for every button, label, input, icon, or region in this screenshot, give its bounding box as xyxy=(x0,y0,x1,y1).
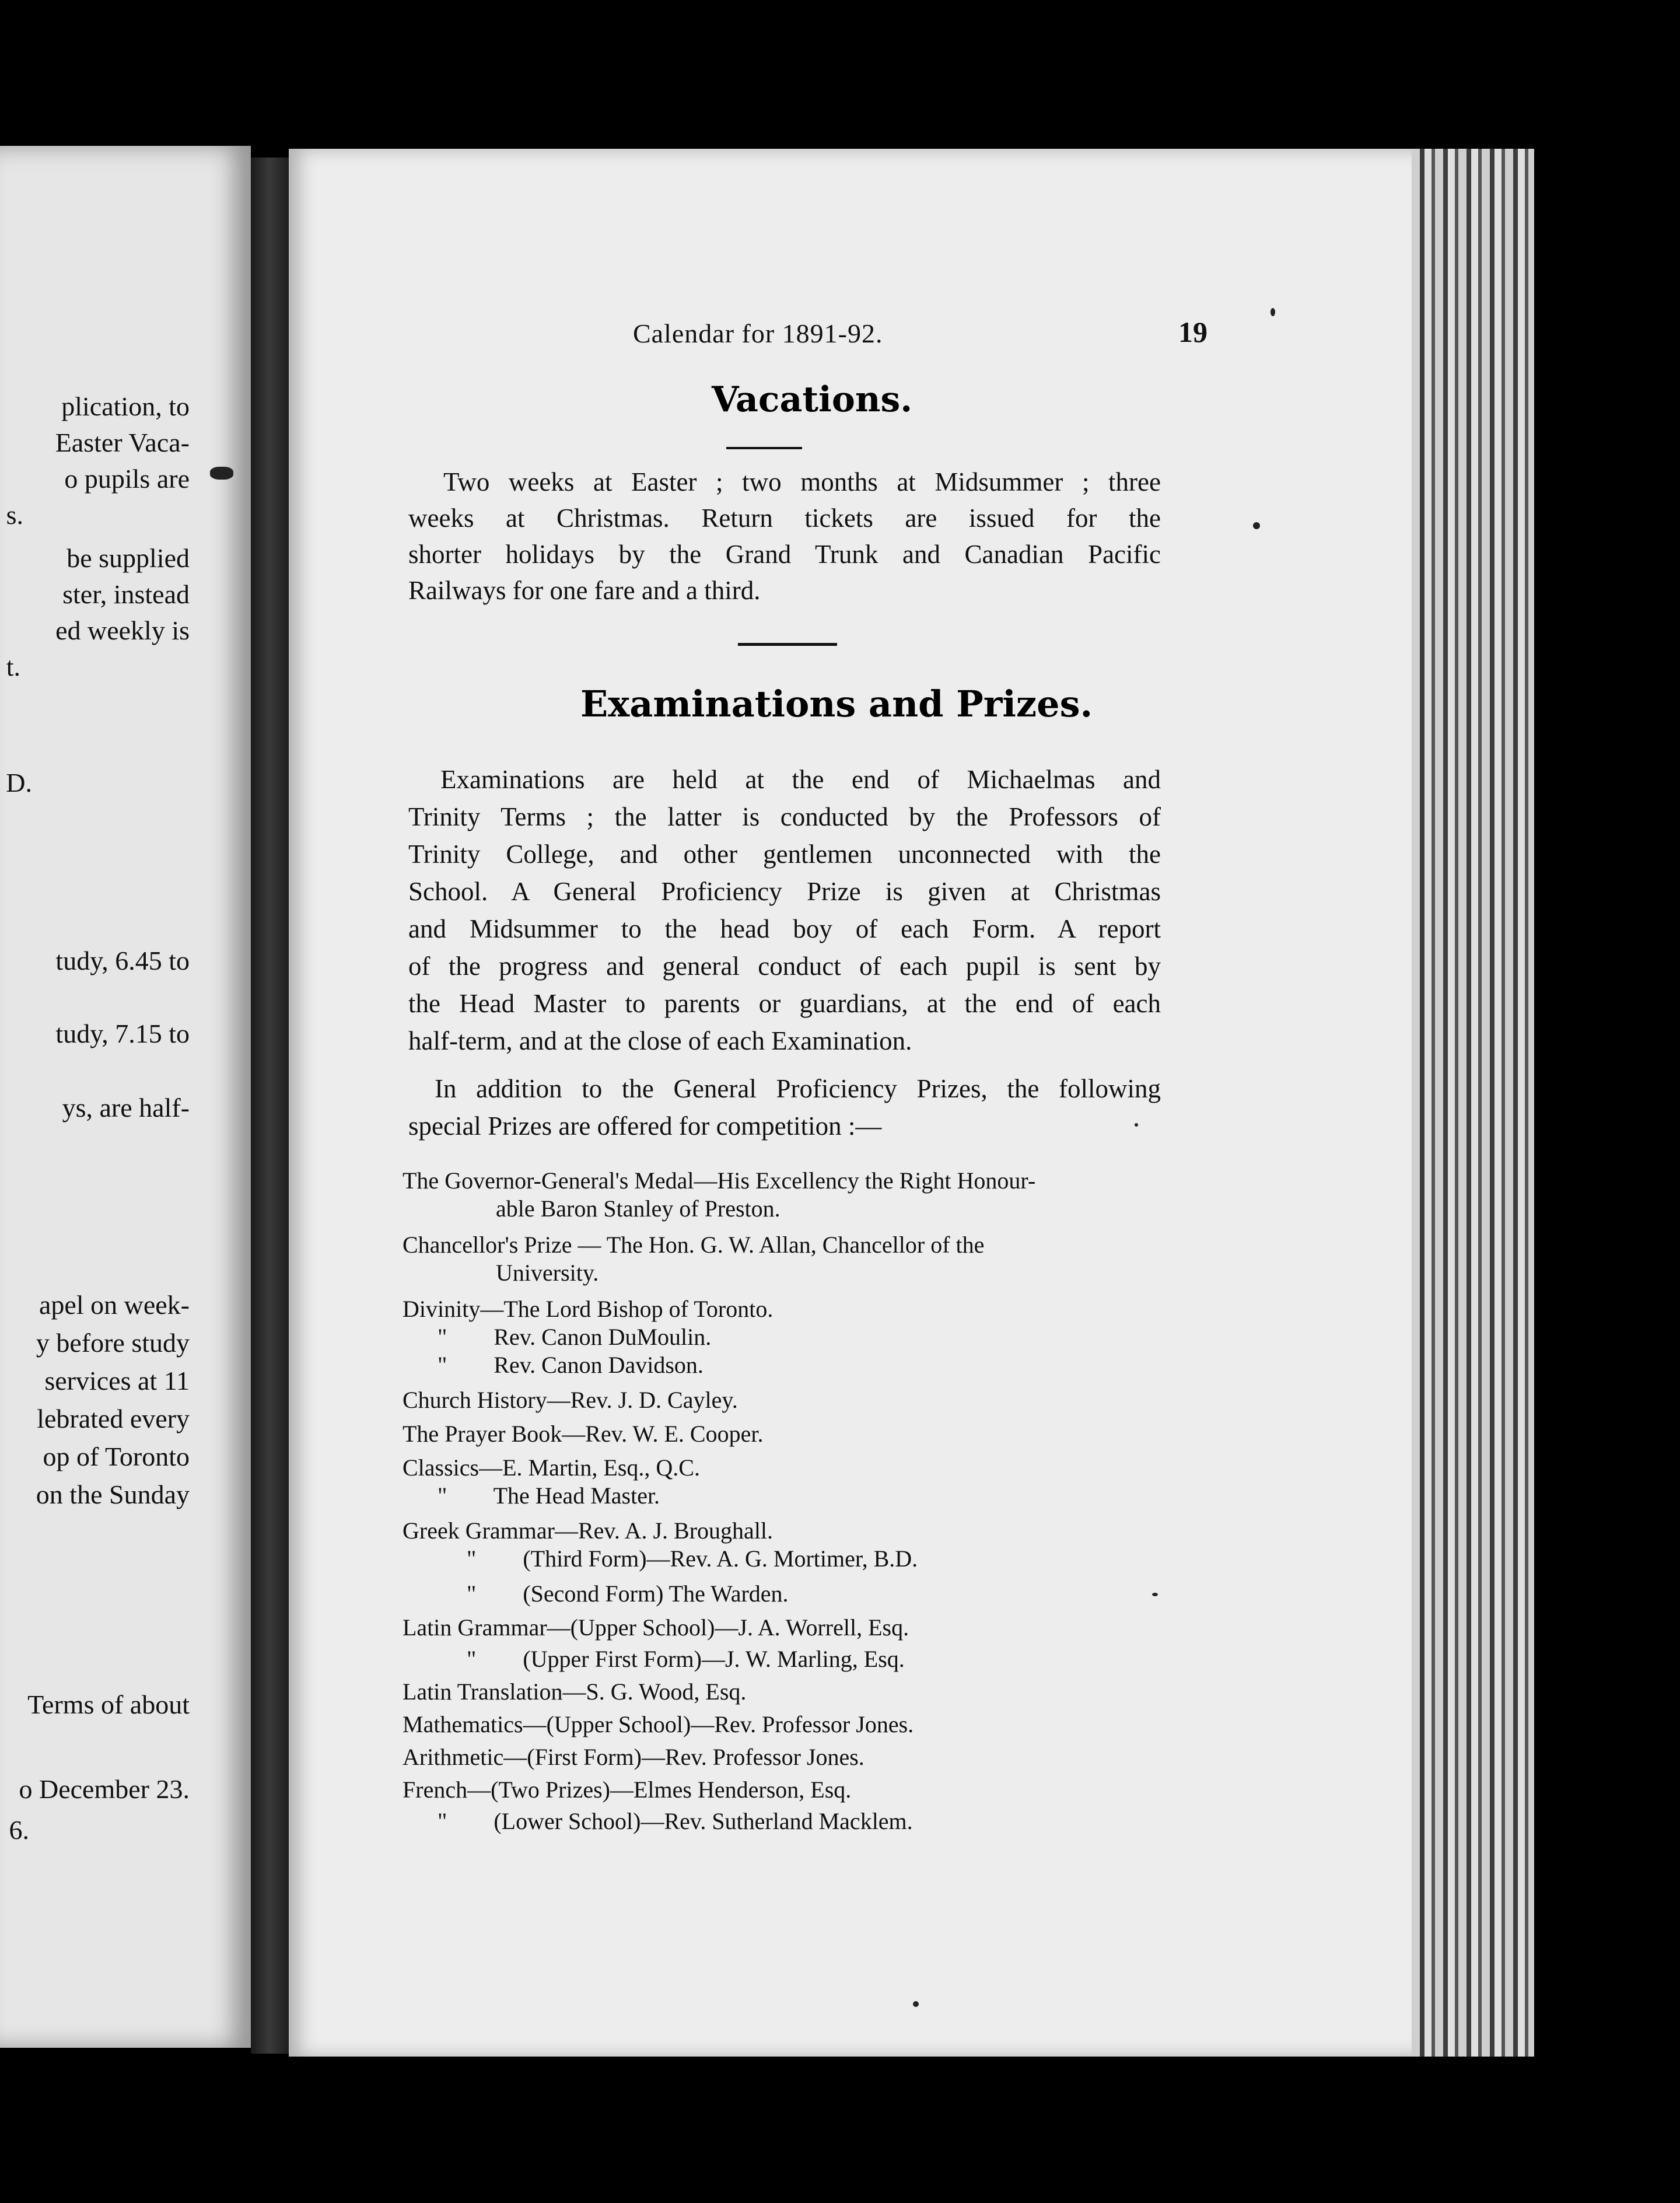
vacations-line: Two weeks at Easter ; two months at Midsummer ; three xyxy=(443,467,1161,496)
examinations-line: of the progress and general conduct of each pupil is sent by xyxy=(408,952,1161,981)
left-page-line: y before study xyxy=(36,1328,190,1358)
left-page-line: 6. xyxy=(9,1815,29,1845)
prize-entry: " The Head Master. xyxy=(438,1482,660,1509)
left-page-line: be supplied xyxy=(66,543,190,573)
prize-entry: French—(Two Prizes)—Elmes Henderson, Esq. xyxy=(402,1777,852,1803)
short-rule xyxy=(726,447,802,449)
prize-entry: able Baron Stanley of Preston. xyxy=(496,1195,780,1222)
vacations-line: weeks at Christmas. Return tickets are issued for the xyxy=(408,503,1161,533)
prize-entry: The Governor-General's Medal—His Excellency the Right Honour- xyxy=(402,1167,1036,1194)
scan-speck xyxy=(1270,308,1275,316)
scan-speck xyxy=(1152,1593,1158,1596)
left-page-line: ys, are half- xyxy=(62,1093,190,1123)
scan-speck xyxy=(913,2001,919,2007)
page-edges xyxy=(1412,149,1534,2057)
vacations-line: Railways for one fare and a third. xyxy=(408,576,761,605)
left-page-line: on the Sunday xyxy=(36,1480,190,1509)
vacations-heading: Vacations. xyxy=(712,379,913,420)
examinations-line: Trinity Terms ; the latter is conducted by the Professors of xyxy=(408,802,1161,831)
examinations-line: special Prizes are offered for competition :— xyxy=(408,1111,882,1141)
prize-entry: " (Lower School)—Rev. Sutherland Macklem. xyxy=(438,1808,913,1834)
prize-entry: " (Upper First Form)—J. W. Marling, Esq. xyxy=(467,1646,905,1672)
left-page-line: t. xyxy=(6,652,20,681)
prize-entry: Chancellor's Prize — The Hon. G. W. Allan, Chancellor of the xyxy=(402,1232,985,1258)
examinations-line: Trinity College, and other gentlemen unconnected with the xyxy=(408,840,1161,869)
left-page-line: lebrated every xyxy=(37,1404,190,1433)
scan-speck xyxy=(1135,1123,1138,1127)
left-page-line: Easter Vaca- xyxy=(55,428,190,457)
prize-entry: " Rev. Canon Davidson. xyxy=(438,1352,704,1378)
examinations-line: Examinations are held at the end of Michaelmas and xyxy=(440,765,1161,794)
left-page-line: o December 23. xyxy=(19,1774,190,1804)
examinations-line: In addition to the General Proficiency Prizes, the following xyxy=(435,1074,1161,1103)
prize-entry: " (Third Form)—Rev. A. G. Mortimer, B.D. xyxy=(467,1545,918,1572)
page-number: 19 xyxy=(1178,316,1208,348)
left-page-line: tudy, 6.45 to xyxy=(55,946,190,975)
left-page-line: plication, to xyxy=(61,391,190,421)
left-page-line: ed weekly is xyxy=(55,616,190,645)
left-page-line: s. xyxy=(6,500,23,530)
prize-entry: Greek Grammar—Rev. A. J. Broughall. xyxy=(402,1517,774,1544)
prize-entry: " (Second Form) The Warden. xyxy=(467,1580,789,1607)
scan-speck xyxy=(210,467,233,480)
prize-entry: Mathematics—(Upper School)—Rev. Professor Jones. xyxy=(402,1711,914,1737)
section-rule xyxy=(738,643,837,646)
prize-entry: Latin Translation—S. G. Wood, Esq. xyxy=(402,1679,747,1705)
left-page-line: o pupils are xyxy=(64,464,190,494)
left-page-line: Terms of about xyxy=(27,1690,190,1719)
left-facing-page xyxy=(0,146,251,2048)
examinations-line: School. A General Proficiency Prize is given at Christmas xyxy=(408,877,1161,906)
scan-speck xyxy=(1253,522,1260,529)
running-title: Calendar for 1891-92. xyxy=(633,319,883,348)
vacations-line: shorter holidays by the Grand Trunk and Canadian Pacific xyxy=(408,540,1161,569)
left-page-line: tudy, 7.15 to xyxy=(55,1019,190,1048)
prize-entry: " Rev. Canon DuMoulin. xyxy=(438,1324,712,1350)
prize-entry: The Prayer Book—Rev. W. E. Cooper. xyxy=(402,1421,764,1447)
prize-entry: University. xyxy=(496,1260,599,1286)
prize-entry: Latin Grammar—(Upper School)—J. A. Worrell, Esq. xyxy=(402,1614,909,1641)
examinations-line: half-term, and at the close of each Examination. xyxy=(408,1026,912,1055)
prize-entry: Divinity—The Lord Bishop of Toronto. xyxy=(402,1296,774,1322)
examinations-heading: Examinations and Prizes. xyxy=(580,683,1093,725)
examinations-line: and Midsummer to the head boy of each Form. A report xyxy=(408,914,1161,943)
left-page-line: apel on week- xyxy=(39,1290,190,1320)
left-page-line: op of Toronto xyxy=(43,1442,190,1471)
prize-entry: Arithmetic—(First Form)—Rev. Professor Jones. xyxy=(402,1744,864,1770)
left-page-line: ster, instead xyxy=(62,579,190,609)
prize-entry: Church History—Rev. J. D. Cayley. xyxy=(402,1387,738,1413)
examinations-line: the Head Master to parents or guardians, at the end of each xyxy=(408,989,1161,1018)
prize-entry: Classics—E. Martin, Esq., Q.C. xyxy=(402,1454,700,1481)
left-page-line: services at 11 xyxy=(44,1366,190,1396)
left-page-line: D. xyxy=(6,768,32,798)
